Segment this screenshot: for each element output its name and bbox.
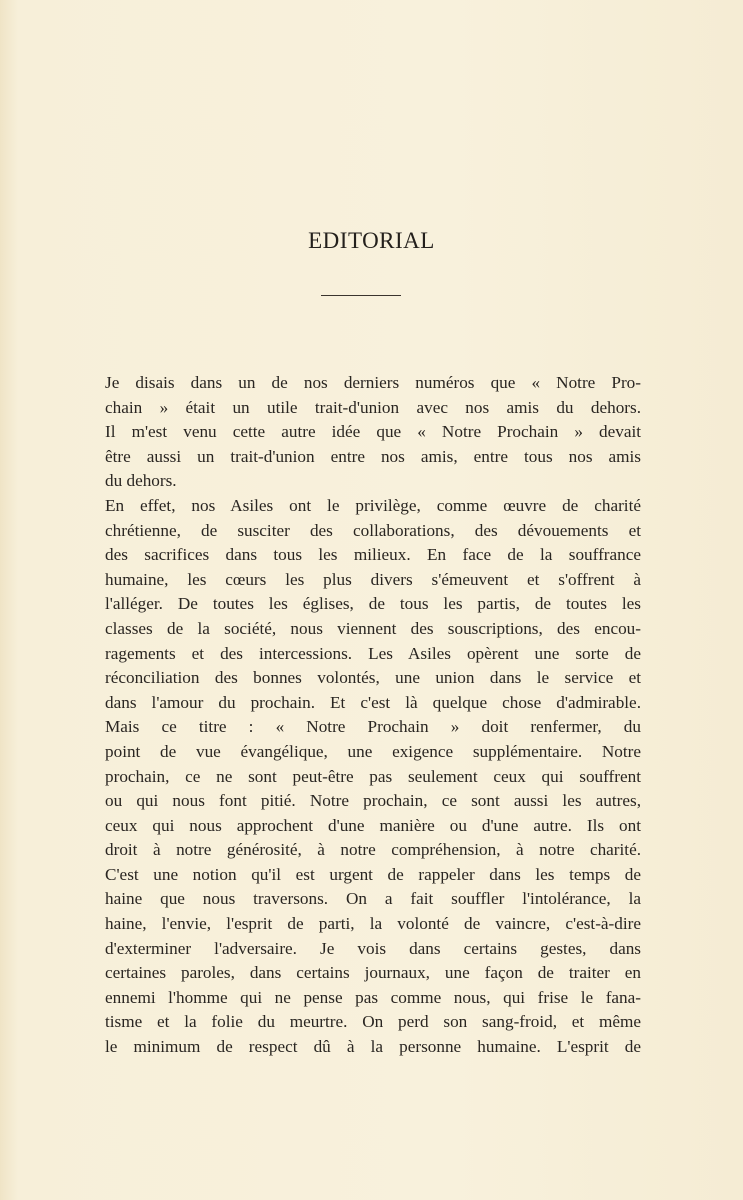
text-line: certaines paroles, dans certains journaux, une façon de traiter en xyxy=(105,963,641,983)
text-line: l'alléger. De toutes les églises, de tous les partis, de toutes les xyxy=(105,594,641,614)
text-line: humaine, les cœurs les plus divers s'émeuvent et s'offrent à xyxy=(105,569,641,589)
text-line: réconciliation des bonnes volontés, une union dans le service et xyxy=(105,668,641,688)
editorial-body xyxy=(105,371,641,1060)
text-line: droit à notre générosité, à notre compréhension, à notre charité. xyxy=(105,840,641,860)
text-line: Mais ce titre : « Notre Prochain » doit renfermer, du xyxy=(105,717,641,737)
text-line: être aussi un trait-d'union entre nos amis, entre tous nos amis xyxy=(105,446,641,466)
text-line: d'exterminer l'adversaire. Je vois dans certains gestes, dans xyxy=(105,938,641,958)
text-line: classes de la société, nous viennent des souscriptions, des encou- xyxy=(105,618,641,638)
text-line: le minimum de respect dû à la personne humaine. L'esprit de xyxy=(105,1037,641,1057)
text-line: haine, l'envie, l'esprit de parti, la volonté de vaincre, c'est-à-dire xyxy=(105,914,641,934)
text-line: Je disais dans un de nos derniers numéros que « Notre Pro- xyxy=(105,373,641,392)
text-line: dans l'amour du prochain. Et c'est là quelque chose d'admirable. xyxy=(105,692,641,712)
text-line: chrétienne, de susciter des collaborations, des dévouements et xyxy=(105,520,641,540)
text-line: En effet, nos Asiles ont le privilège, comme œuvre de charité xyxy=(105,495,641,515)
text-line: des sacrifices dans tous les milieux. En face de la souffrance xyxy=(105,545,641,565)
text-line: Il m'est venu cette autre idée que « Notre Prochain » devait xyxy=(105,422,641,442)
text-line: ennemi l'homme qui ne pense pas comme nous, qui frise le fana- xyxy=(105,987,641,1007)
text-line: haine que nous traversons. On a fait souffler l'intolérance, la xyxy=(105,889,641,909)
text-line: C'est une notion qu'il est urgent de rappeler dans les temps de xyxy=(105,864,641,884)
title-divider xyxy=(321,295,401,296)
text-line: point de vue évangélique, une exigence supplémentaire. Notre xyxy=(105,741,641,761)
text-line: chain » était un utile trait-d'union avec nos amis du dehors. xyxy=(105,397,641,417)
page-title: EDITORIAL xyxy=(308,228,435,253)
text-line: prochain, ce ne sont peut-être pas seulement ceux qui souffrent xyxy=(105,766,641,786)
text-line: ceux qui nous approchent d'une manière ou d'une autre. Ils ont xyxy=(105,815,641,835)
text-line: du dehors. xyxy=(105,471,177,491)
text-line: tisme et la folie du meurtre. On perd son sang-froid, et même xyxy=(105,1012,641,1032)
text-line: ou qui nous font pitié. Notre prochain, ce sont aussi les autres, xyxy=(105,791,641,811)
text-line: ragements et des intercessions. Les Asiles opèrent une sorte de xyxy=(105,643,641,663)
